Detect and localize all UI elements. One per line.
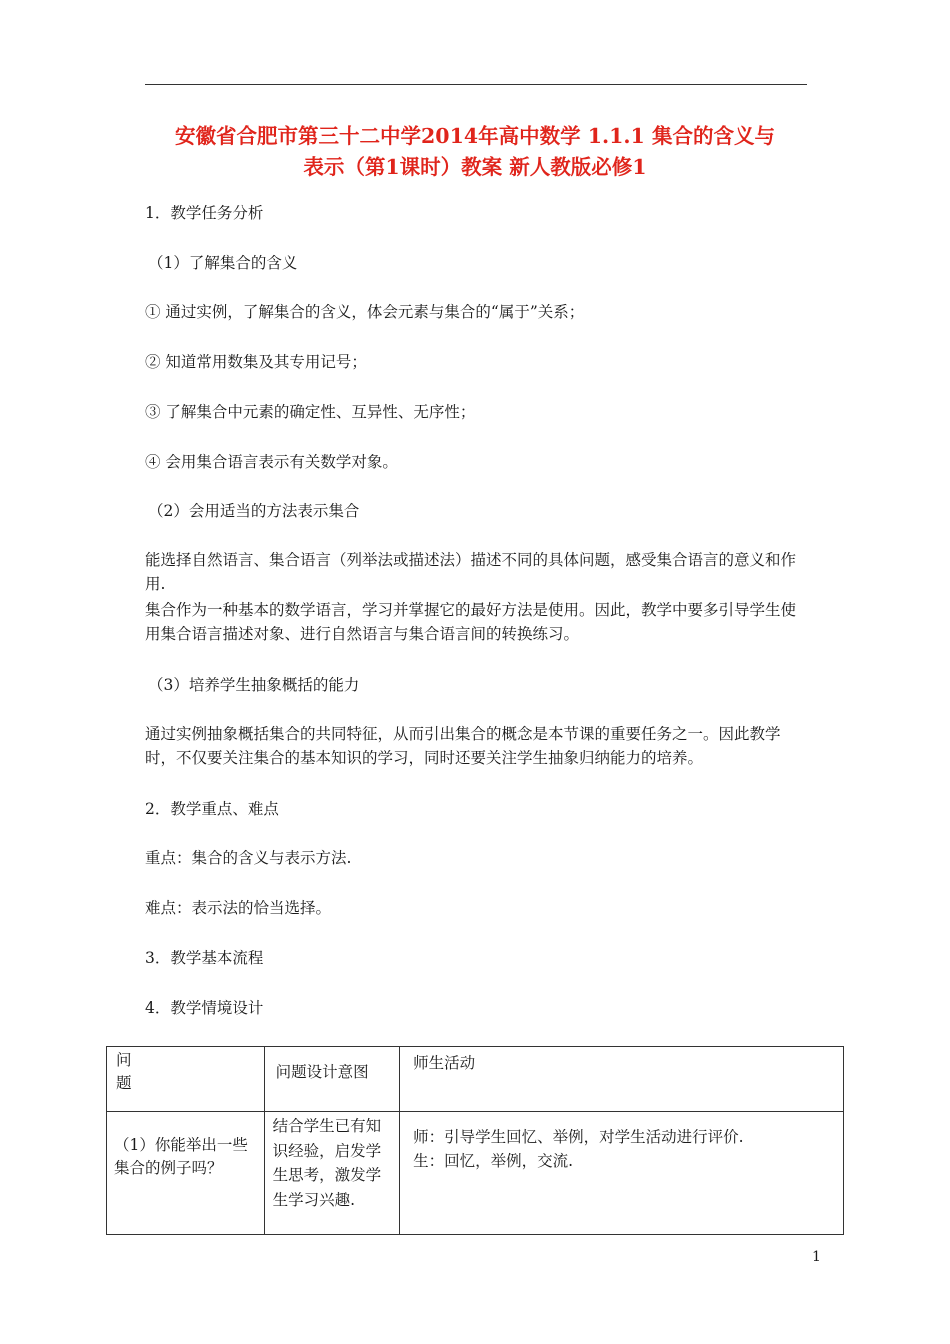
section-1-subheading-3: （3）培养学生抽象概括的能力 [148,676,360,694]
section-1-paragraph-2a: 能选择自然语言、集合语言（列举法或描述法）描述不同的具体问题，感受集合语言的意义和作用. [145,551,797,593]
table-header-row [107,1047,844,1112]
table-cell-intent [264,1112,400,1235]
intent-text: 结合学生已有知识经验，启发学生思考，激发学生学习兴趣. [272,1117,382,1209]
teaching-design-table [106,1046,844,1235]
header-rule [145,84,807,85]
table-header-activity [400,1047,844,1112]
section-1-subheading-2: （2）会用适当的方法表示集合 [148,502,360,520]
key-point: 重点：集合的含义与表示方法. [145,849,352,867]
table-header-question-label: 问题 [116,1051,132,1092]
table-header-question [107,1047,265,1112]
section-1-item-3: ③ 了解集合中元素的确定性、互异性、无序性； [145,403,476,421]
document-title-line-1: 安徽省合肥市第三十二中学2014年高中数学 1.1.1 集合的含义与 [175,124,775,148]
section-1-item-4: ④ 会用集合语言表示有关数学对象。 [145,453,398,471]
table-cell-question [107,1112,265,1235]
section-1-paragraph-2b: 集合作为一种基本的数学语言，学习并掌握它的最好方法是使用。因此，教学中要多引导学生使用集合语言描述对象、进行自然语言与集合语言间的转换练习。 [145,601,797,643]
teacher-activity-text: 师：引导学生回忆、举例，对学生活动进行评价. [413,1128,744,1146]
section-3-heading: 3．教学基本流程 [145,949,264,967]
section-1-heading: 1．教学任务分析 [145,204,264,222]
table-header-activity-label: 师生活动 [413,1054,476,1072]
table-header-intent-label: 问题设计意图 [275,1063,369,1081]
difficult-point: 难点：表示法的恰当选择。 [145,899,332,917]
table-row [107,1112,844,1235]
section-1-subheading-1: （1）了解集合的含义 [148,254,298,272]
page-number: 1 [812,1249,821,1265]
table-header-intent [264,1047,400,1112]
question-text: （1）你能举出一些集合的例子吗？ [114,1136,248,1177]
section-2-heading: 2．教学重点、难点 [145,800,279,818]
section-1-item-1: ① 通过实例，了解集合的含义，体会元素与集合的“属于”关系； [145,303,585,321]
document-title-line-2: 表示（第1课时）教案 新人教版必修1 [303,155,647,179]
section-4-heading: 4．教学情境设计 [145,999,264,1017]
section-1-item-2: ② 知道常用数集及其专用记号； [145,353,367,371]
section-1-paragraph-3: 通过实例抽象概括集合的共同特征，从而引出集合的概念是本节课的重要任务之一。因此教学时，不仅要关注集合的基本知识的学习，同时还要关注学生抽象归纳能力的培养。 [145,725,781,767]
student-activity-text: 生：回忆，举例，交流. [413,1152,574,1170]
table-cell-activity [400,1112,844,1235]
